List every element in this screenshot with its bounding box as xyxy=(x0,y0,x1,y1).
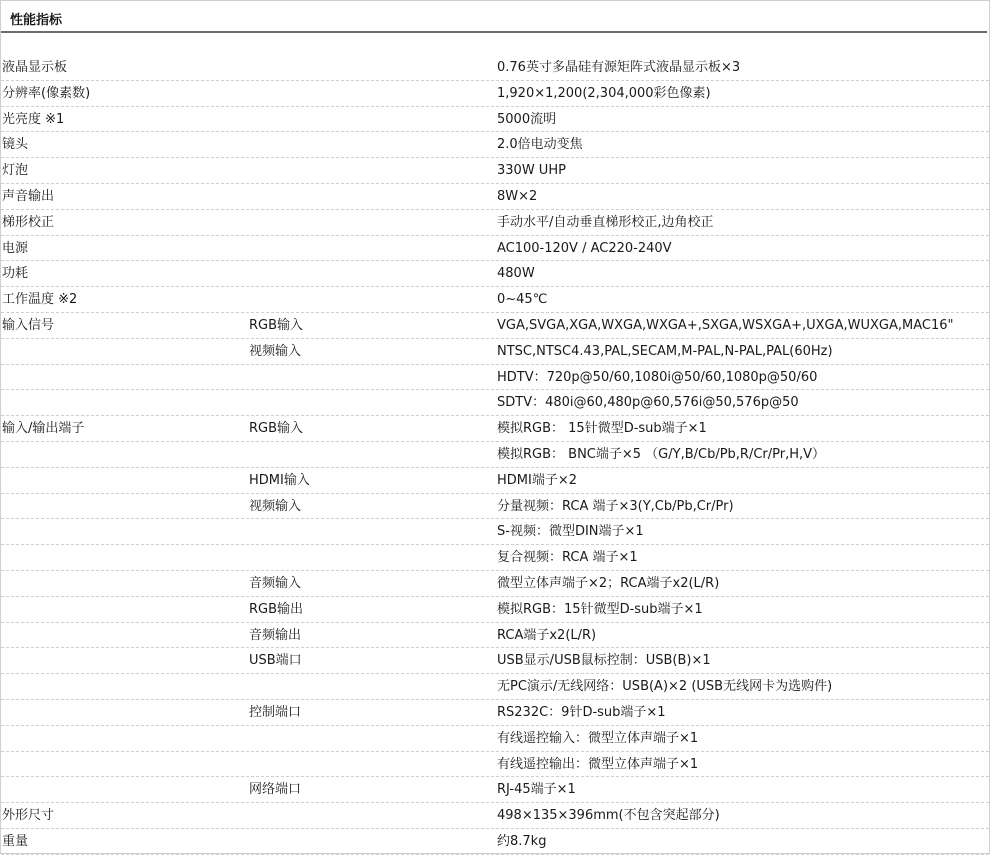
spec-category: 梯形校正 xyxy=(2,214,55,230)
spec-category: 外形尺寸 xyxy=(2,808,55,824)
spec-value: 498×135×396mm(不包含突起部分) xyxy=(497,808,720,824)
spec-value: 5000流明 xyxy=(497,111,557,127)
section-title: 性能指标 xyxy=(10,13,63,28)
spec-row xyxy=(1,55,989,81)
spec-row xyxy=(1,468,989,494)
spec-row xyxy=(1,494,989,520)
spec-subcategory: RGB输入 xyxy=(249,421,304,437)
spec-row xyxy=(1,287,989,313)
spec-category: 分辨率(像素数) xyxy=(2,85,91,101)
spec-row xyxy=(1,674,989,700)
spec-row xyxy=(1,365,989,391)
spec-subcategory: 控制端口 xyxy=(249,704,302,720)
spec-value: RJ-45端子×1 xyxy=(497,782,576,798)
spec-value: 无PC演示/无线网络：USB(A)×2 (USB无线网卡为选购件) xyxy=(497,679,833,695)
spec-row xyxy=(1,726,989,752)
spec-row xyxy=(1,236,989,262)
spec-value: 1,920×1,200(2,304,000彩色像素) xyxy=(497,85,711,101)
spec-table xyxy=(1,55,989,855)
spec-value: 0~45℃ xyxy=(497,292,548,308)
spec-value: 手动水平/自动垂直梯形校正,边角校正 xyxy=(497,214,714,230)
spec-row xyxy=(1,519,989,545)
spec-row xyxy=(1,158,989,184)
spec-value: 复合视频：RCA 端子×1 xyxy=(497,550,638,566)
spec-row xyxy=(1,442,989,468)
spec-row xyxy=(1,390,989,416)
spec-value: 模拟RGB：15针微型D-sub端子×1 xyxy=(497,601,703,617)
spec-value: 约8.7kg xyxy=(497,833,547,849)
spec-value: 8W×2 xyxy=(497,188,538,204)
spec-value: HDMI端子×2 xyxy=(497,472,577,488)
spec-subcategory: 视频输入 xyxy=(249,498,302,514)
spec-value: HDTV：720p@50/60,1080i@50/60,1080p@50/60 xyxy=(497,369,818,385)
spec-category: 液晶显示板 xyxy=(2,60,68,75)
spec-category: 镜头 xyxy=(2,137,29,153)
spec-value: 0.76英寸多晶硅有源矩阵式液晶显示板×3 xyxy=(497,60,741,75)
spec-value: AC100-120V / AC220-240V xyxy=(497,240,672,256)
spec-category: 灯泡 xyxy=(2,163,29,179)
spec-row xyxy=(1,648,989,674)
spec-row xyxy=(1,261,989,287)
spec-value: 模拟RGB： 15针微型D-sub端子×1 xyxy=(497,421,707,437)
spec-value: 330W UHP xyxy=(497,163,566,179)
spec-category: 输入信号 xyxy=(2,317,55,333)
spec-value: 2.0倍电动变焦 xyxy=(497,137,583,153)
spec-row xyxy=(1,313,989,339)
spec-category: 重量 xyxy=(2,833,29,849)
spec-row xyxy=(1,132,989,158)
spec-row xyxy=(1,184,989,210)
spec-value: 有线遥控输入：微型立体声端子×1 xyxy=(497,730,699,746)
spec-value: SDTV：480i@60,480p@60,576i@50,576p@50 xyxy=(497,395,799,411)
spec-row xyxy=(1,597,989,623)
spec-category: 电源 xyxy=(2,240,29,256)
spec-row xyxy=(1,803,989,829)
spec-row xyxy=(1,210,989,236)
spec-value: 有线遥控输出：微型立体声端子×1 xyxy=(497,756,699,772)
spec-row xyxy=(1,416,989,442)
spec-value: NTSC,NTSC4.43,PAL,SECAM,M-PAL,N-PAL,PAL(60Hz) xyxy=(497,343,833,359)
spec-value: S-视频：微型DIN端子×1 xyxy=(497,524,644,540)
spec-subcategory: 网络端口 xyxy=(249,782,302,798)
spec-subcategory: RGB输出 xyxy=(249,601,304,617)
spec-row xyxy=(1,623,989,649)
spec-value: 480W xyxy=(497,266,535,282)
spec-row xyxy=(1,339,989,365)
spec-row xyxy=(1,545,989,571)
spec-subcategory: 音频输出 xyxy=(249,627,302,643)
spec-value: 模拟RGB： BNC端子×5 （G/Y,B/Cb/Pb,R/Cr/Pr,H,V） xyxy=(497,446,826,462)
spec-subcategory: USB端口 xyxy=(249,653,302,669)
spec-value: RCA端子x2(L/R) xyxy=(497,627,597,643)
spec-row xyxy=(1,81,989,107)
spec-value: 分量视频：RCA 端子×3(Y,Cb/Pb,Cr/Pr) xyxy=(497,498,734,514)
spec-subcategory: 音频输入 xyxy=(249,575,302,591)
section-header xyxy=(1,1,987,33)
spec-row xyxy=(1,829,989,855)
spec-row xyxy=(1,700,989,726)
spec-row xyxy=(1,752,989,778)
spec-row xyxy=(1,571,989,597)
spec-row xyxy=(1,107,989,133)
spec-category: 输入/输出端子 xyxy=(2,421,85,437)
spec-subcategory: RGB输入 xyxy=(249,317,304,333)
spec-value: 微型立体声端子×2；RCA端子x2(L/R) xyxy=(497,575,720,591)
spec-category: 功耗 xyxy=(2,266,29,282)
spec-value: USB显示/USB鼠标控制：USB(B)×1 xyxy=(497,653,711,669)
spec-value: RS232C：9针D-sub端子×1 xyxy=(497,704,666,720)
spec-category: 光亮度 ※1 xyxy=(2,111,65,127)
spec-category: 工作温度 ※2 xyxy=(2,292,78,308)
spec-subcategory: 视频输入 xyxy=(249,343,302,359)
spec-category: 声音输出 xyxy=(2,188,55,204)
spec-subcategory: HDMI输入 xyxy=(249,472,310,488)
spec-row xyxy=(1,777,989,803)
spec-value: VGA,SVGA,XGA,WXGA,WXGA+,SXGA,WSXGA+,UXGA,WUXGA,MAC16" xyxy=(497,317,954,333)
